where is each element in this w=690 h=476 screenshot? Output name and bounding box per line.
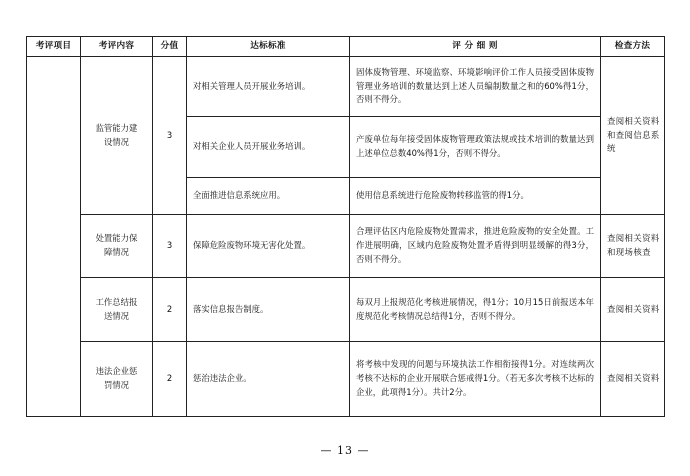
criteria-cell: 将考核中发现的问题与环境执法工作相衔接得1分。对连续两次考核不达标的企业开展联合惩戒得1分。（若无多次考核不达标的企业，此项得1分）。共计2分。 <box>350 342 601 417</box>
method-cell: 查阅相关资料 <box>601 278 665 342</box>
header-method: 检查方法 <box>601 37 665 57</box>
header-standard: 达标标准 <box>187 37 350 57</box>
table-row <box>27 215 665 278</box>
table-row <box>27 278 665 342</box>
score-cell: 2 <box>153 278 187 342</box>
criteria-cell: 产废单位每年接受固体废物管理政策法规或技术培训的数量达到上述单位总数40%得1分，否则不得分。 <box>350 117 601 178</box>
standard-cell: 惩治违法企业。 <box>187 342 350 417</box>
standard-cell: 保障危险废物环境无害化处置。 <box>187 215 350 278</box>
table-header <box>27 37 665 57</box>
header-score: 分值 <box>153 37 187 57</box>
content-cell: 监管能力建设情况 <box>81 57 153 215</box>
content-cell: 处置能力保障情况 <box>81 215 153 278</box>
method-cell: 查阅相关资料和查阅信息系统 <box>601 57 665 215</box>
content-cell: 工作总结报送情况 <box>81 278 153 342</box>
table-row <box>27 57 665 117</box>
method-cell: 查阅相关资料 <box>601 342 665 417</box>
header-item: 考评项目 <box>27 37 81 57</box>
page-number: — 13 — <box>320 444 370 457</box>
evaluation-table <box>26 36 665 417</box>
method-cell: 查阅相关资料和现场核查 <box>601 215 665 278</box>
standard-cell: 落实信息报告制度。 <box>187 278 350 342</box>
score-cell: 3 <box>153 57 187 215</box>
criteria-cell: 使用信息系统进行危险废物转移监管的得1分。 <box>350 178 601 215</box>
header-content: 考评内容 <box>81 37 153 57</box>
standard-cell: 对相关企业人员开展业务培训。 <box>187 117 350 178</box>
score-cell: 3 <box>153 215 187 278</box>
content-cell: 违法企业惩罚情况 <box>81 342 153 417</box>
criteria-cell: 合理评估区内危险废物处置需求，推进危险废物的安全处置。工作进展明确，区域内危险废物处置矛盾得到明显缓解的得3分，否则不得分。 <box>350 215 601 278</box>
item-cell-empty <box>27 57 81 417</box>
table-row <box>27 342 665 417</box>
standard-cell: 对相关管理人员开展业务培训。 <box>187 57 350 117</box>
standard-cell: 全面推进信息系统应用。 <box>187 178 350 215</box>
score-cell: 2 <box>153 342 187 417</box>
criteria-cell: 固体废物管理、环境监察、环境影响评价工作人员接受固体废物管理业务培训的数量达到上述人员编制数量之和的60%得1分，否则不得分。 <box>350 57 601 117</box>
header-criteria: 评 分 细 则 <box>350 37 601 57</box>
criteria-cell: 每双月上报规范化考核进展情况，得1分；10月15日前报送本年度规范化考核情况总结得1分，否则不得分。 <box>350 278 601 342</box>
